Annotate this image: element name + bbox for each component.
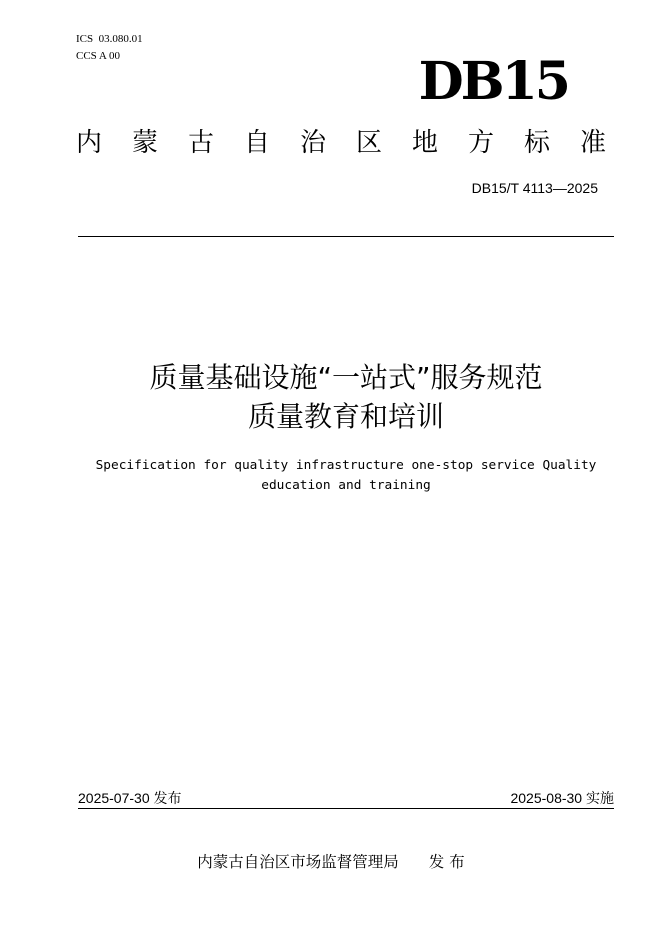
english-title: Specification for quality infrastructure one-stop service Quality education and training: [95, 458, 597, 493]
db15-logo: DB15: [418, 51, 568, 112]
top-divider: [78, 236, 614, 237]
bottom-divider: [78, 808, 614, 809]
issuer-action: 发 布: [428, 853, 465, 871]
ccs-code: CCS A 00: [76, 50, 121, 62]
issuer-name: 内蒙古自治区市场监督管理局: [197, 853, 399, 871]
implementation-date: 2025-08-30 实施: [510, 790, 614, 806]
document-title-line-1: 质量基础设施“一站式”服务规范: [149, 361, 543, 394]
standard-number: DB15/T 4113—2025: [471, 180, 598, 196]
issue-date: 2025-07-30 发布: [78, 790, 182, 806]
issuer-line: [0, 852, 662, 872]
document-title-line-2: 质量教育和培训: [247, 400, 444, 433]
standard-category-title: 内蒙古自治区地方标准: [76, 128, 637, 158]
ics-code: ICS 03.080.01: [76, 33, 143, 45]
